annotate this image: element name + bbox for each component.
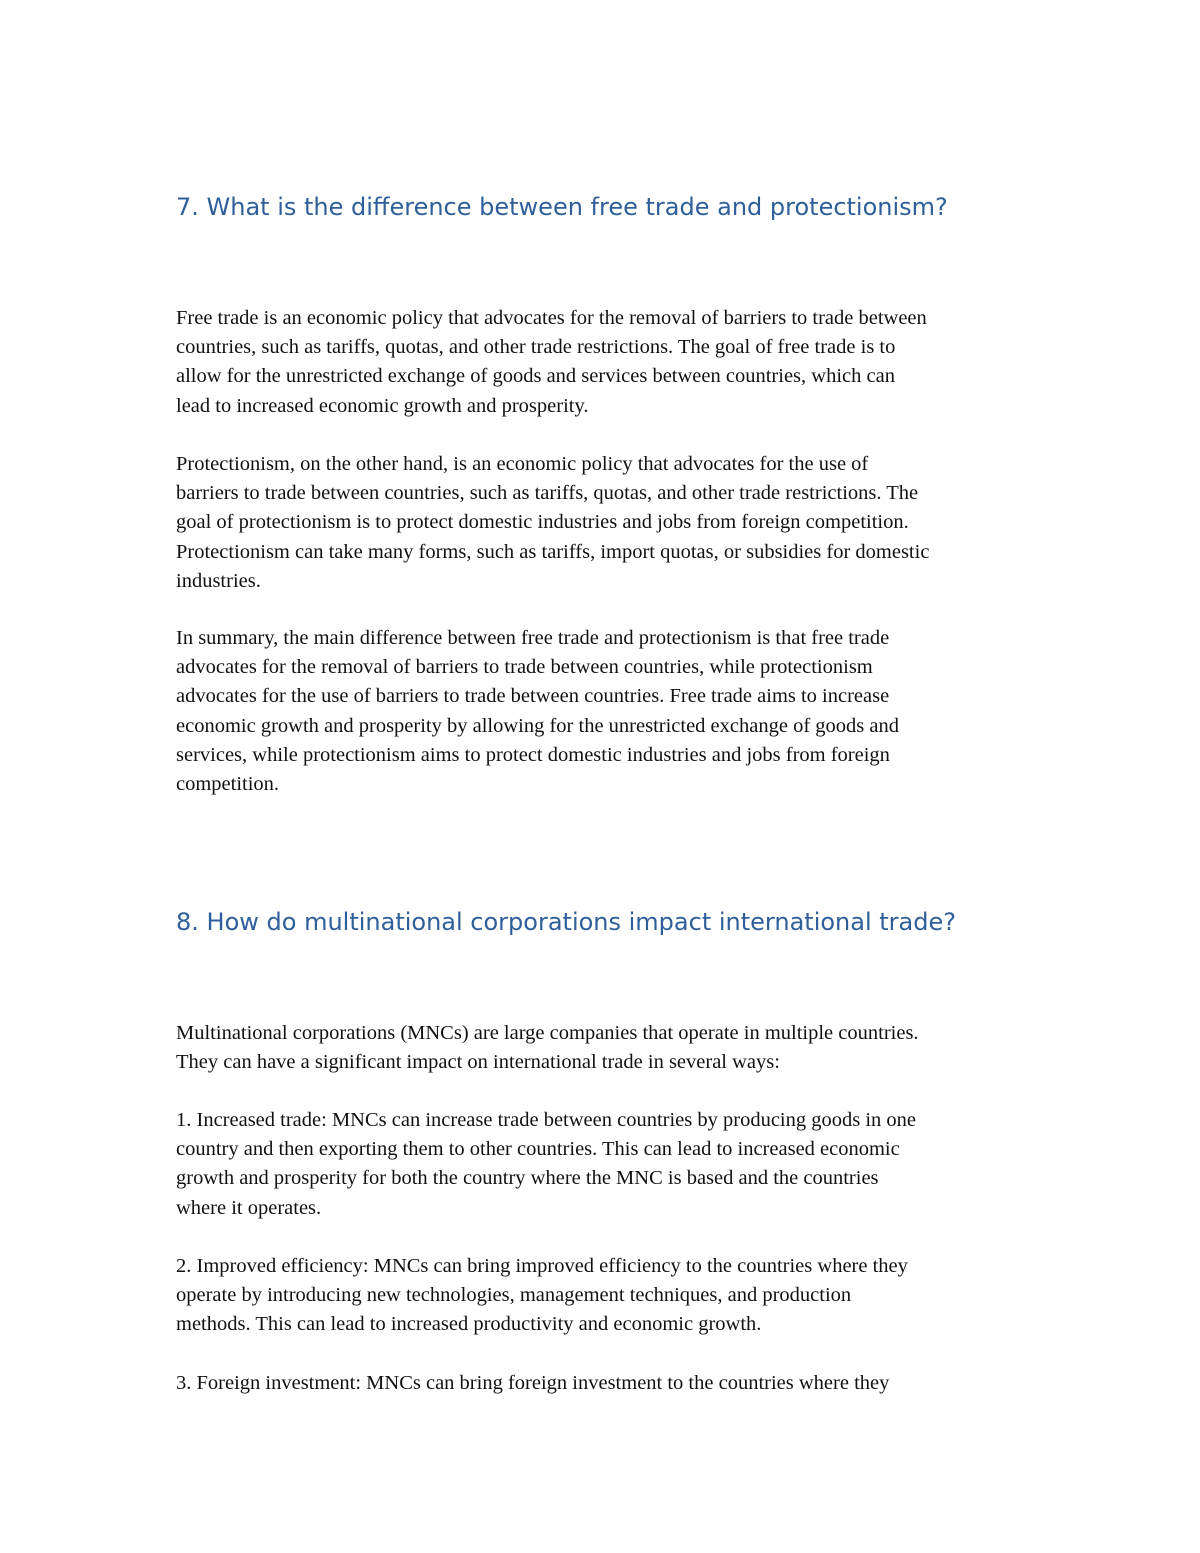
text-line: advocates for the removal of barriers to trade between countries, while protectionism	[176, 656, 873, 679]
text-line: lead to increased economic growth and prosperity.	[176, 394, 589, 417]
text-line: advocates for the use of barriers to trade between countries. Free trade aims to increase	[176, 685, 890, 708]
text-line: services, while protectionism aims to protect domestic industries and jobs from foreign	[176, 743, 890, 766]
section-8-list-item-2	[176, 1252, 1036, 1340]
section-8-paragraph-1	[176, 1019, 1036, 1077]
text-line: Free trade is an economic policy that advocates for the removal of barriers to trade between	[176, 307, 927, 329]
text-line: allow for the unrestricted exchange of goods and services between countries, which can	[176, 365, 895, 388]
text-line: 3. Foreign investment: MNCs can bring foreign investment to the countries where they	[176, 1372, 890, 1394]
section-7-paragraph-3	[176, 624, 1036, 799]
section-8-list-item-3	[176, 1369, 1036, 1398]
text-line: country and then exporting them to other countries. This can lead to increased economic	[176, 1138, 900, 1161]
section-8-list-item-1	[176, 1106, 1036, 1223]
text-line: economic growth and prosperity by allowing for the unrestricted exchange of goods and	[176, 714, 899, 737]
text-line: barriers to trade between countries, such as tariffs, quotas, and other trade restrictions. The	[176, 482, 919, 505]
text-line: growth and prosperity for both the country where the MNC is based and the countries	[176, 1167, 879, 1190]
text-line: 1. Increased trade: MNCs can increase trade between countries by producing goods in one	[176, 1109, 917, 1131]
text-line: goal of protectionism is to protect domestic industries and jobs from foreign competition.	[176, 511, 909, 534]
text-line: operate by introducing new technologies, management techniques, and production	[176, 1284, 852, 1307]
text-line: industries.	[176, 569, 261, 592]
section-7-heading: 7. What is the difference between free trade and protectionism?	[176, 193, 948, 221]
text-line: In summary, the main difference between free trade and protectionism is that free trade	[176, 627, 890, 649]
text-line: Multinational corporations (MNCs) are large companies that operate in multiple countries.	[176, 1022, 919, 1044]
section-8-heading: 8. How do multinational corporations impact international trade?	[176, 908, 956, 936]
text-line: They can have a significant impact on international trade in several ways:	[176, 1051, 780, 1074]
section-7-paragraph-1	[176, 304, 1036, 421]
text-line: 2. Improved efficiency: MNCs can bring improved efficiency to the countries where they	[176, 1255, 908, 1277]
text-line: methods. This can lead to increased productivity and economic growth.	[176, 1313, 762, 1336]
text-line: where it operates.	[176, 1196, 322, 1219]
text-line: Protectionism can take many forms, such as tariffs, import quotas, or subsidies for domestic	[176, 540, 930, 563]
text-line: Protectionism, on the other hand, is an economic policy that advocates for the use of	[176, 453, 869, 475]
text-line: countries, such as tariffs, quotas, and other trade restrictions. The goal of free trade is to	[176, 336, 896, 359]
section-7-paragraph-2	[176, 450, 1036, 596]
text-line: competition.	[176, 772, 280, 795]
